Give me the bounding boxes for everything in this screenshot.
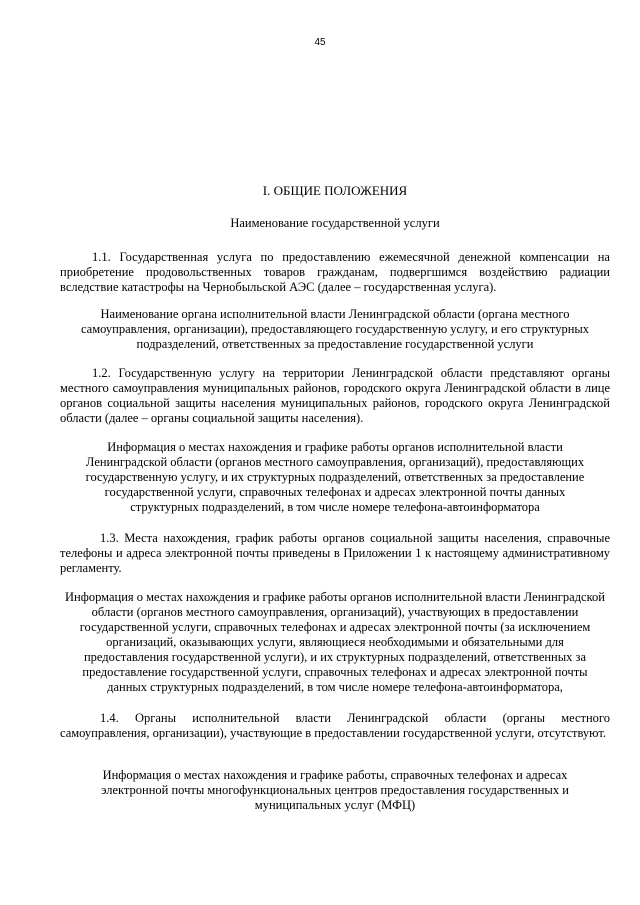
section-heading-service-name: Наименование государственной услуги <box>230 216 440 230</box>
page-number: 45 <box>314 37 326 48</box>
paragraph-1-3: 1.3. Места нахождения, график работы органов социальной защиты населения, справочные телефоны и адреса электронной почты приведены в Приложении 1 к настоящему административному регламенту. <box>60 531 610 575</box>
section-heading-mfc: Информация о местах нахождения и графике работы, справочных телефонах и адресах электронной почты многофункциональных центров предоставления государственных и муниципальных услуг (МФЦ) <box>101 768 569 812</box>
section-heading-locations-1: Информация о местах нахождения и графике работы органов исполнительной власти Ленинградской области (органов местного самоуправления, организаций), предоставляющих государственную услугу, и их структурных подразделений, ответственных за предоставление государственной услуги, справочных телефонах и адресах электронной почты данных структурных подразделений, в том числе номере телефона-автоинформатора <box>85 440 585 514</box>
section-heading-locations-2: Информация о местах нахождения и графике работы органов исполнительной власти Ленинградской области (органов местного самоуправления, организаций), участвующих в предоставлении государственной услуги, справочных телефонах и адресах электронной почты (за исключением организаций, оказывающих услуги, являющиеся необходимыми и обязательными для предоставления государственной услуги), и их структурных подразделений, ответственных за предоставление государственной услуги, справочных телефонах и адресах электронной почты данных структурных подразделений, в том числе номере телефона-автоинформатора, <box>65 590 605 694</box>
chapter-title: I. ОБЩИЕ ПОЛОЖЕНИЯ <box>262 183 408 198</box>
section-heading-authority: Наименование органа исполнительной власти Ленинградской области (органа местного самоуправления, организации), предоставляющего государственную услугу, и его структурных подразделений, ответственных за предоставление государственной услуги <box>80 307 590 351</box>
paragraph-1-4: 1.4. Органы исполнительной власти Ленинградской области (органы местного самоуправления, организации), участвующие в предоставлении государственной услуги, отсутствуют. <box>60 711 610 740</box>
paragraph-1-1: 1.1. Государственная услуга по предоставлению ежемесячной денежной компенсации на приобретение продовольственных товаров гражданам, подвергшимся воздействию радиации вследствие катастрофы на Чернобыльской АЭС (далее – государственная услуга). <box>60 250 610 294</box>
paragraph-1-2: 1.2. Государственную услугу на территории Ленинградской области представляют органы местного самоуправления муниципальных районов, городского округа Ленинградской области в лице органов социальной защиты населения муниципальных районов, городского округа Ленинградской области (далее – органы социальной защиты населения). <box>60 366 610 425</box>
